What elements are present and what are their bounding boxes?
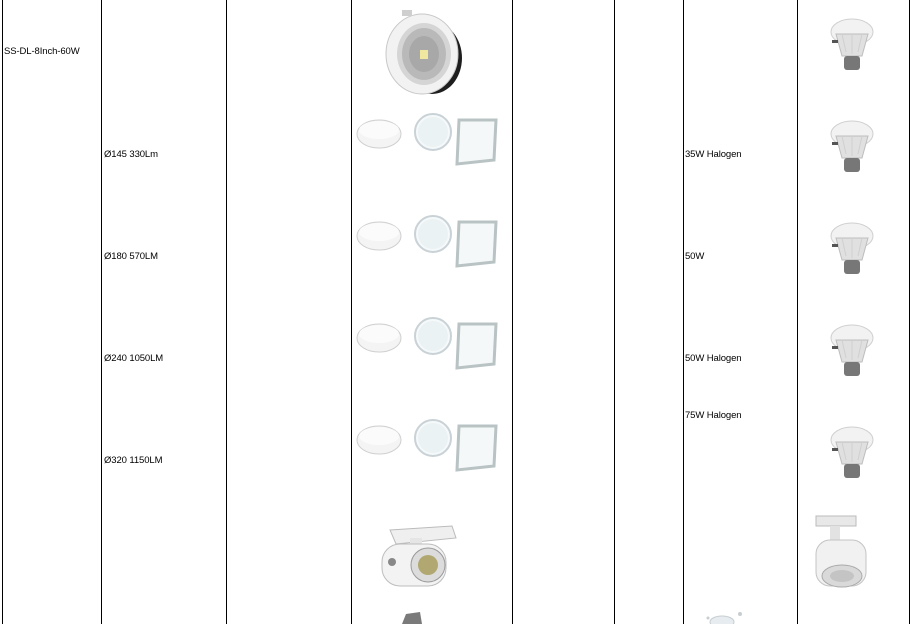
reflector-downlight-image xyxy=(828,16,876,76)
column-border-8 xyxy=(797,0,798,624)
column-border-7 xyxy=(683,0,684,624)
column-border-2 xyxy=(101,0,102,624)
replace-cell: 75W Halogen xyxy=(685,410,742,421)
bracket-fragment-image xyxy=(398,612,428,624)
panel-trio-image xyxy=(355,316,500,372)
size-cell: Ø320 1150LM xyxy=(104,455,163,466)
track-light-image xyxy=(376,520,460,592)
replace-cell: 50W xyxy=(685,251,705,262)
column-border-6 xyxy=(614,0,615,624)
reflector-downlight-image xyxy=(828,424,876,484)
column-border-9 xyxy=(909,0,910,624)
size-cell: Ø145 330Lm xyxy=(104,149,158,160)
size-cell: Ø180 570LM xyxy=(104,251,158,262)
spotlight-fragment-image xyxy=(700,610,748,624)
size-cell: Ø240 1050LM xyxy=(104,353,164,364)
column-border-1 xyxy=(2,0,3,624)
track-light-image xyxy=(808,508,874,592)
panel-trio-image xyxy=(355,112,500,168)
reflector-downlight-image xyxy=(828,322,876,382)
column-border-5 xyxy=(512,0,513,624)
panel-trio-image xyxy=(355,214,500,270)
column-border-4 xyxy=(351,0,352,624)
replace-cell: 35W Halogen xyxy=(685,149,742,160)
model-cell: SS-DL-8Inch-60W xyxy=(4,46,80,57)
replace-cell: 50W Halogen xyxy=(685,353,742,364)
column-border-3 xyxy=(226,0,227,624)
cob-downlight-image xyxy=(382,8,464,98)
reflector-downlight-image xyxy=(828,220,876,280)
reflector-downlight-image xyxy=(828,118,876,178)
panel-trio-image xyxy=(355,418,500,474)
